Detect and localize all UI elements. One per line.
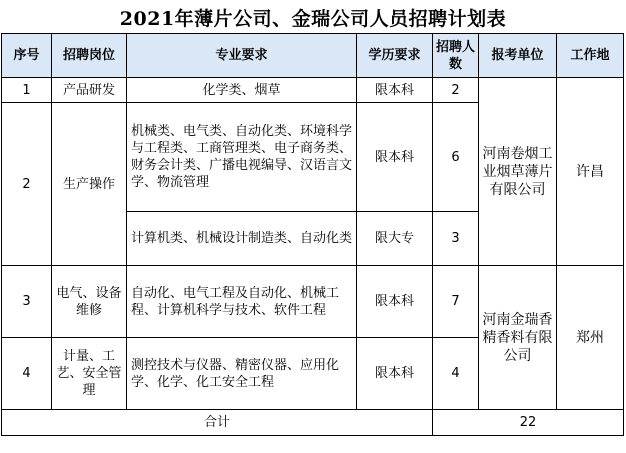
cell-unit-a: 河南卷烟工业烟草薄片有限公司 (479, 78, 557, 266)
header-position: 招聘岗位 (52, 34, 127, 78)
cell-major: 自动化、电气工程及自动化、机械工程、计算机科学与技术、软件工程 (127, 266, 357, 338)
header-location: 工作地 (557, 34, 624, 78)
header-unit: 报考单位 (479, 34, 557, 78)
cell-unit-b: 河南金瑞香精香料有限公司 (479, 266, 557, 410)
total-value: 22 (433, 410, 624, 436)
cell-education: 限本科 (357, 338, 433, 410)
cell-seq: 4 (2, 338, 52, 410)
cell-education: 限大专 (357, 212, 433, 266)
header-seq: 序号 (2, 34, 52, 78)
cell-position: 产品研发 (52, 78, 127, 103)
header-major: 专业要求 (127, 34, 357, 78)
cell-major: 机械类、电气类、自动化类、环境科学与工程类、工商管理类、电子商务类、财务会计类、广播电视编导、汉语言文学、物流管理 (127, 103, 357, 212)
table-row (2, 266, 624, 338)
table-row (2, 78, 624, 103)
cell-position: 生产操作 (52, 103, 127, 266)
cell-count: 3 (433, 212, 479, 266)
header-count: 招聘人数 (433, 34, 479, 78)
cell-seq: 2 (2, 103, 52, 266)
cell-major: 计算机类、机械设计制造类、自动化类 (127, 212, 357, 266)
cell-position: 计量、工艺、安全管理 (52, 338, 127, 410)
cell-seq: 3 (2, 266, 52, 338)
cell-education: 限本科 (357, 103, 433, 212)
total-label: 合计 (2, 410, 433, 436)
cell-count: 4 (433, 338, 479, 410)
cell-count: 7 (433, 266, 479, 338)
cell-position: 电气、设备维修 (52, 266, 127, 338)
header-education: 学历要求 (357, 34, 433, 78)
cell-major: 化学类、烟草 (127, 78, 357, 103)
cell-seq: 1 (2, 78, 52, 103)
cell-major: 测控技术与仪器、精密仪器、应用化学、化学、化工安全工程 (127, 338, 357, 410)
cell-education: 限本科 (357, 266, 433, 338)
page-title: 2021年薄片公司、金瑞公司人员招聘计划表 (119, 7, 507, 30)
cell-education: 限本科 (357, 78, 433, 103)
cell-count: 2 (433, 78, 479, 103)
cell-location-b: 郑州 (557, 266, 624, 410)
cell-location-a: 许昌 (557, 78, 624, 266)
cell-count: 6 (433, 103, 479, 212)
total-row (2, 410, 624, 436)
table-header-row (2, 34, 624, 78)
recruitment-table (1, 33, 624, 436)
